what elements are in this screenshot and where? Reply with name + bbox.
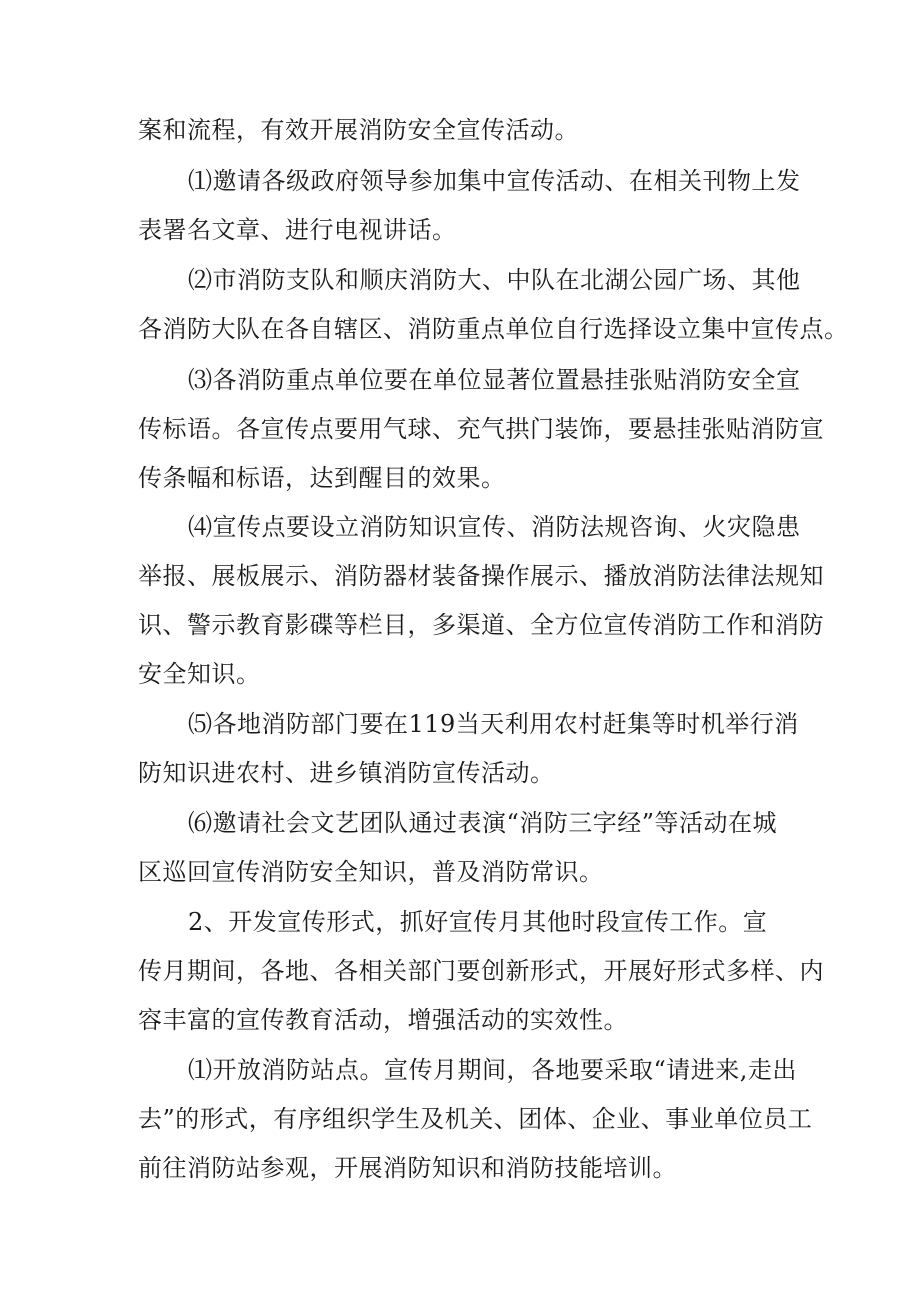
- text-line: 区巡回宣传消防安全知识，普及消防常识。: [138, 858, 604, 886]
- text-line: 识、警示教育影碟等栏目，多渠道、全方位宣传消防工作和消防: [138, 611, 824, 639]
- text-line: 各消防大队在各自辖区、消防重点单位自行选择设立集中宣传点。: [138, 315, 849, 343]
- text-line: 容丰富的宣传教育活动，增强活动的实效性。: [138, 1006, 628, 1034]
- text-line: 传标语。各宣传点要用气球、充气拱门装饰，要悬挂张贴消防宣: [138, 415, 824, 443]
- text-line: 防知识进农村、进乡镇消防宣传活动。: [138, 759, 555, 787]
- list-item-line: ⑸各地消防部门要在119当天利用农村赶集等时机举行消: [188, 710, 799, 738]
- text-line: 举报、展板展示、消防器材装备操作展示、播放消防法律法规知: [138, 562, 824, 590]
- text-line: 传月期间，各地、各相关部门要创新形式，开展好形式多样、内: [138, 957, 824, 985]
- list-item-line: ⑷宣传点要设立消防知识宣传、消防法规咨询、火灾隐患: [188, 513, 801, 541]
- list-item-line: ⑹邀请社会文艺团队通过表演“消防三字经”等活动在城: [188, 809, 778, 837]
- list-item-line: ⑴邀请各级政府领导参加集中宣传活动、在相关刊物上发: [188, 167, 801, 195]
- list-item-line: ⑶各消防重点单位要在单位显著位置悬挂张贴消防安全宣: [188, 366, 801, 394]
- text-line: 前往消防站参观，开展消防知识和消防技能培训。: [138, 1154, 677, 1182]
- text-line: 传条幅和标语，达到醒目的效果。: [138, 464, 506, 492]
- list-item-line: ⑵市消防支队和顺庆消防大、中队在北湖公园广场、其他: [188, 266, 801, 294]
- text-line: 去”的形式，有序组织学生及机关、团体、企业、事业单位员工: [138, 1105, 813, 1133]
- section-heading-line: 2、开发宣传形式，抓好宣传月其他时段宣传工作。宣: [188, 908, 768, 936]
- list-item-line: ⑴开放消防站点。宣传月期间，各地要采取“请进来,走出: [188, 1056, 797, 1084]
- text-line: 表署名文章、进行电视讲话。: [138, 216, 457, 244]
- text-line: 案和流程，有效开展消防安全宣传活动。: [138, 116, 579, 144]
- text-line: 安全知识。: [138, 660, 261, 688]
